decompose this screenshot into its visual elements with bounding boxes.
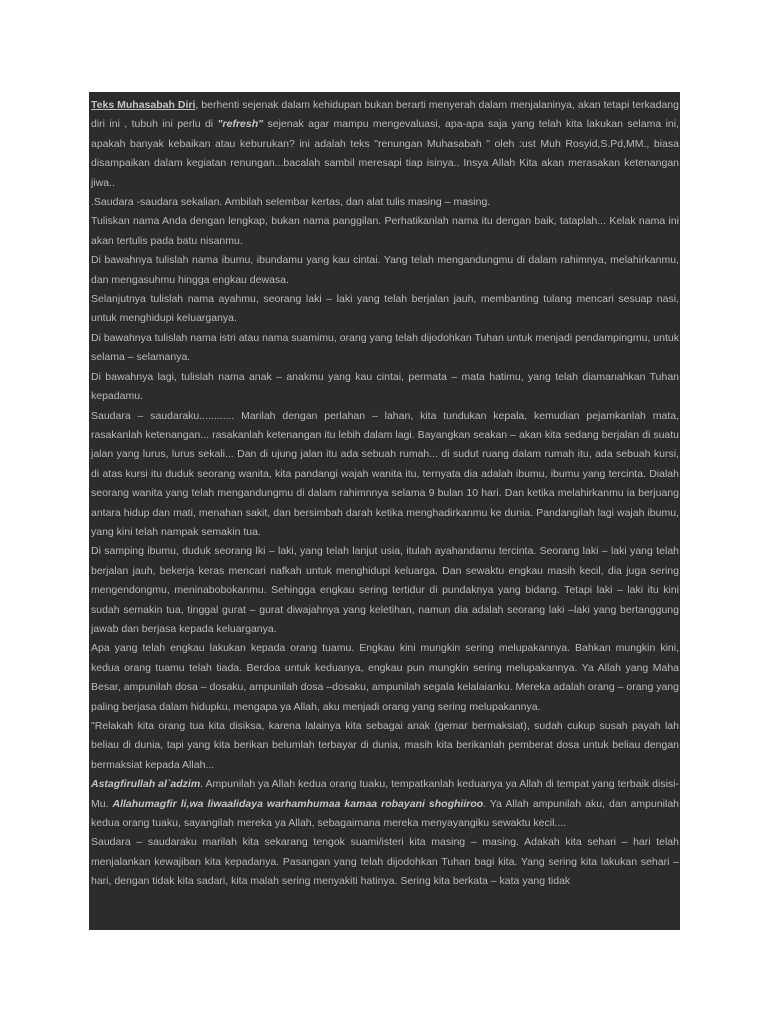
document-text-block (89, 92, 680, 930)
paragraph-13: Saudara – saudaraku marilah kita sekarang tengok suami/isteri kita masing – masing. Adakah kita sehari – hari telah menjalankan kewajiban kita kepadanya. Pasangan yang telah dijodohkan Tuhan bagi kita. Yang sering kita lakukan sehari –hari, dengan tidak kita sadari, kita malah sering menyakiti hatinya. Sering kita berkata – kata yang tidak (91, 836, 679, 888)
paragraph-5: Selanjutnya tulislah nama ayahmu, seorang laki – laki yang telah berjalan jauh, membanting tulang mencari sesuap nasi, untuk menghidupi keluarganya. (91, 293, 679, 325)
p12-text-a: . Ampunilah ya Allah kedua orang tuaku, tempatkanlah keduanya ya Allah di tempat yang terbaik disisi-Mu. (91, 778, 679, 810)
document-content (89, 92, 680, 892)
refresh-emphasis: "refresh" (217, 118, 264, 131)
paragraph-12 (91, 775, 679, 833)
intro-text-a: , berhenti sejenak dalam kehidupan bukan berarti menyerah dalam menjalaninya, akan tetapi terkadang diri ini , tubuh ini perlu di (91, 99, 679, 131)
astagfirullah-emphasis: Astagfirullah al`adzim (91, 778, 201, 791)
paragraph-intro (91, 96, 679, 193)
paragraph-2: .Saudara -saudara sekalian. Ambilah selembar kertas, dan alat tulis masing – masing. (91, 196, 491, 209)
intro-text-b: sejenak agar mampu mengevaluasi, apa-apa saja yang telah kita lakukan selama ini, apakah banyak kebaikan atau keburukan? ini adalah teks "renungan Muhasabah " oleh :ust Muh Rosyid,S.Pd,MM., biasa disampaikan dalam kegiatan renungan...bacalah sambil meresapi tiap isinya.. Insya Allah Kita akan merasakan ketenangan jiwa.. (91, 118, 679, 189)
paragraph-3: Tuliskan nama Anda dengan lengkap, bukan nama panggilan. Perhatikanlah nama itu dengan baik, tataplah... Kelak nama ini akan tertulis pada batu nisanmu. (91, 215, 679, 247)
paragraph-8: Saudara – saudaraku............ Marilah dengan perlahan – lahan, kita tundukan kepala, kemudian pejamkanlah mata, rasakanlah ketenangan... rasakanlah ketenangan itu lebih dalam lagi. Bayangkan seakan – akan kita sedang berjalan di suatu jalan yang lurus, lurus sekali... Dan di ujung jalan itu ada sebuah rumah... di sudut ruang dalam rumah itu, ada sebuah kursi, di atas kursi itu duduk seorang wanita, kita pandangi wajah wanita itu, ternyata dia adalah ibumu, ibumu yang tercinta. Dialah seorang wanita yang telah mengandungmu di dalam rahimnnya selama 9 bulan 10 hari. Dan ketika melahirkanmu ia berjuang antara hidup dan mati, menahan sakit, dan bersimbah darah ketika menghadirkanmu ke dunia. Pandangilah lagi wajah ibumu, yang kini telah nampak semakin tua. (91, 409, 679, 538)
paragraph-10: Apa yang telah engkau lakukan kepada orang tuamu. Engkau kini mungkin sering melupakannya. Bahkan mungkin kini, kedua orang tuamu telah tiada. Berdoa untuk keduanya, engkau pun mungkin sering melupakannya. Ya Allah yang Maha Besar, ampunilah dosa – dosaku, ampunilah dosa –dosaku, ampunilah segala kelalaianku. Mereka adalah orang – orang yang paling berjasa dalam hidupku, mengapa ya Allah, aku menjadi orang yang sering melupakannya. (91, 642, 679, 713)
paragraph-6: Di bawahnya tulislah nama istri atau nama suamimu, orang yang telah dijodohkan Tuhan untuk menjadi pendampingmu, untuk selama – selamanya. (91, 331, 679, 364)
p12-text-b: . Ya Allah ampunilah aku, dan ampunilah kedua orang tuaku, sayangilah mereka ya Allah, sebagaimana mereka menyayangiku sewaktu kecil.... (91, 797, 680, 830)
prayer-emphasis: Allahumagfir li,wa liwaalidaya warhamhumaa kamaa robayani shoghiiroo (112, 797, 484, 810)
paragraph-4: Di bawahnya tulislah nama ibumu, ibundamu yang kau cintai. Yang telah mengandungmu di dalam rahimnya, melahirkanmu, dan mengasuhmu hingga engkau dewasa. (91, 254, 679, 286)
paragraph-7: Di bawahnya lagi, tulislah nama anak – anakmu yang kau cintai, permata – mata hatimu, yang telah diamanahkan Tuhan kepadamu. (91, 370, 679, 403)
title-link[interactable]: Teks Muhasabah Diri (91, 99, 196, 111)
paragraph-11: "Relakah kita orang tua kita disiksa, karena lalainya kita sebagai anak (gemar bermaksiat), sudah cukup susah payah lah beliau di dunia, tapi yang kita berikan belumlah terbayar di dunia, masih kita berikanlah pemberat dosa untuk beliau dengan bermaksiat kepada Allah... (91, 720, 679, 771)
paragraph-9: Di samping ibumu, duduk seorang lki – laki, yang telah lanjut usia, itulah ayahandamu tercinta. Seorang laki – laki yang telah berjalan jauh, bekerja keras mencari nafkah untuk menghidupi keluarga. Dan sewaktu engkau masih kecil, dia juga sering mengendongmu, meninabobokanmu. Sehingga engkau sering tertidur di pundaknya yang bidang. Tetapi laki – laki itu kini sudah semakin tua, tinggal gurat – gurat diwajahnya yang keletihan, namun dia adalah seorang laki –laki yang bertanggung jawab dan berjasa kepada keluarganya. (91, 545, 679, 635)
